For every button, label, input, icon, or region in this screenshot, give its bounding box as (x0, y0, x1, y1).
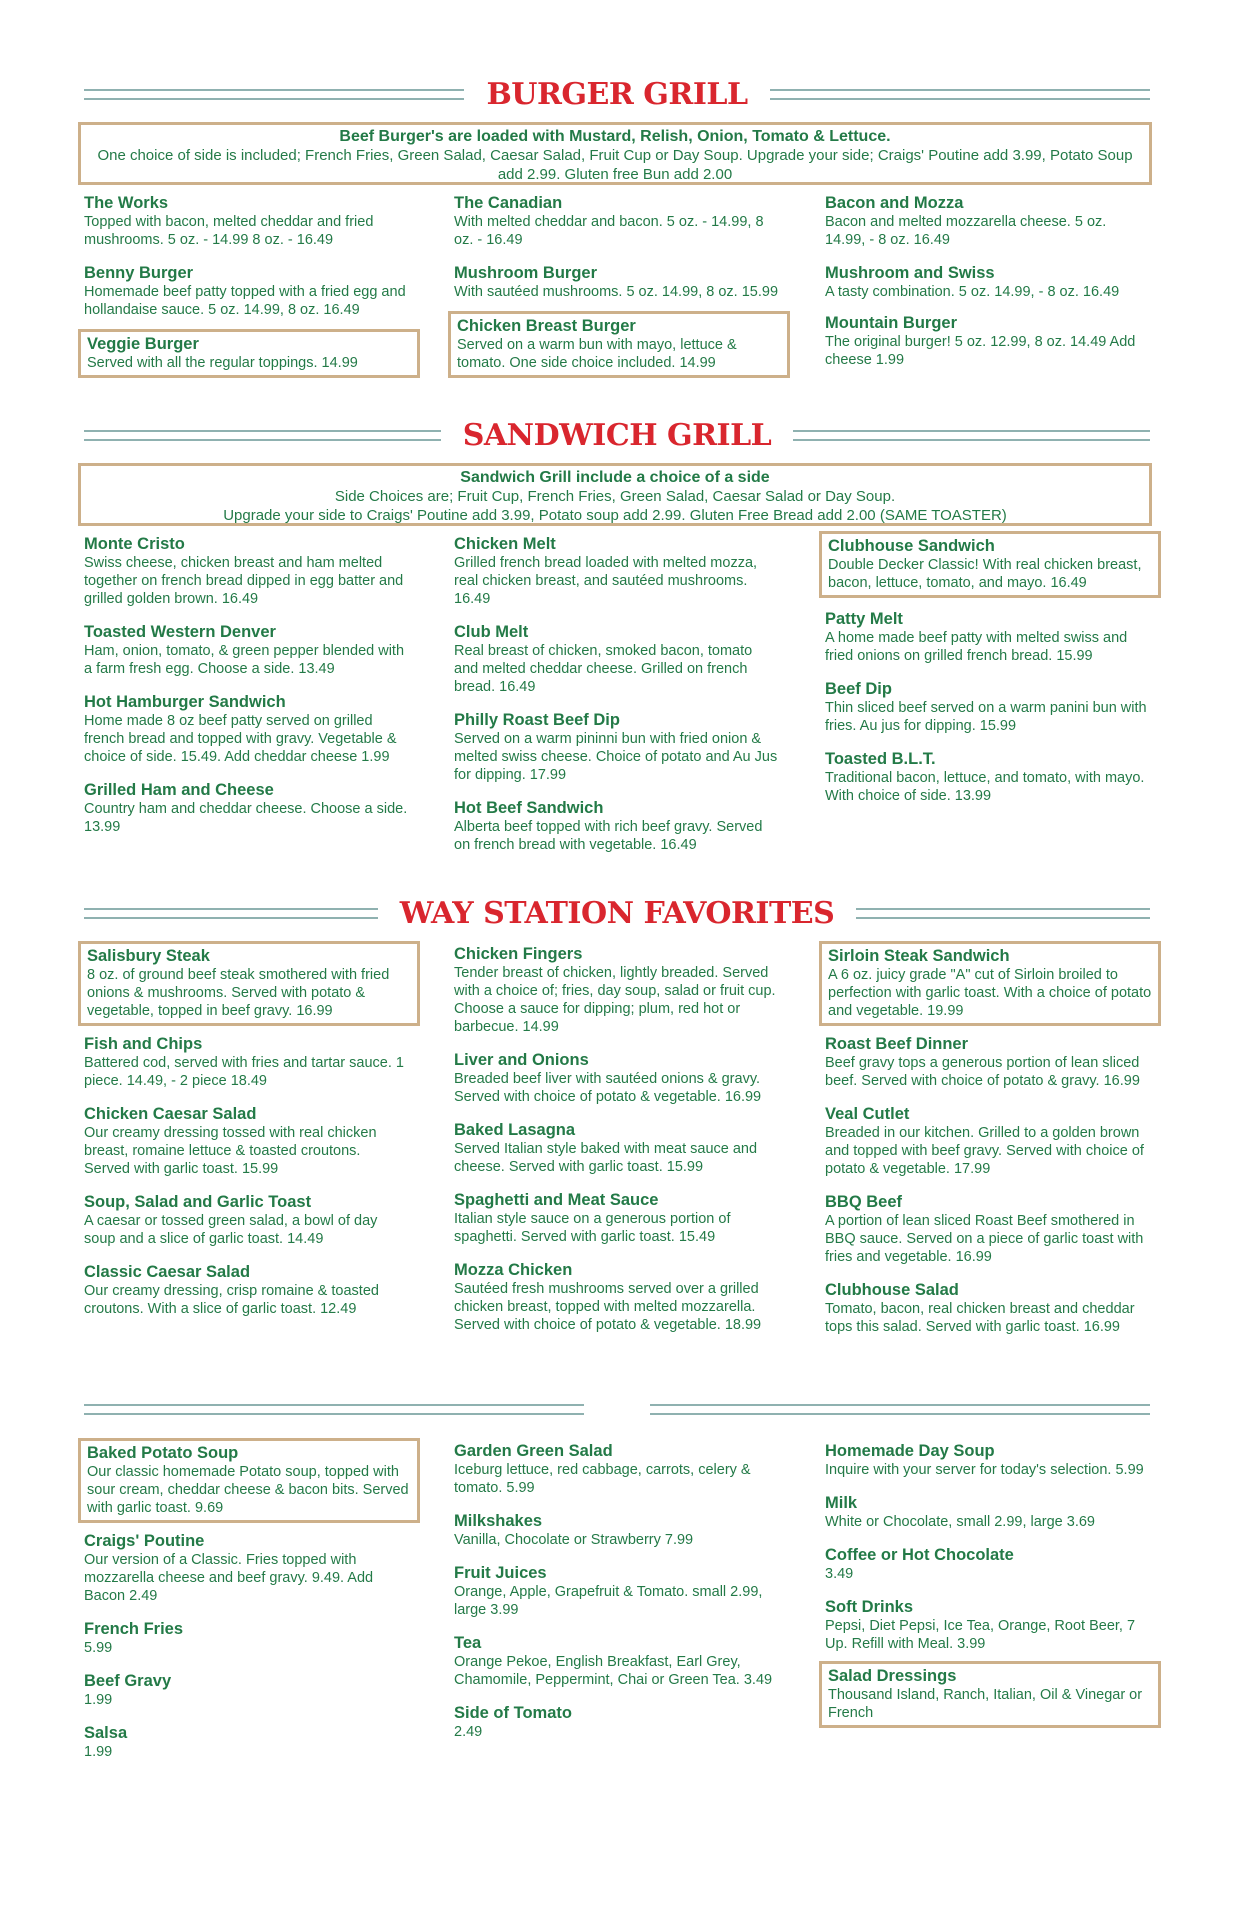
menu-item (454, 1441, 784, 1497)
extras-col-1 (84, 1438, 414, 1775)
item-name: Chicken Breast Burger (457, 317, 636, 335)
double-rule (650, 1404, 1150, 1415)
item-name: Club Melt (454, 623, 529, 641)
item-name: Veggie Burger (87, 335, 199, 353)
item-desc: Traditional bacon, lettuce, and tomato, with mayo. With choice of side. 13.99 (825, 770, 1145, 804)
item-name: Fish and Chips (84, 1035, 203, 1053)
double-rule (856, 908, 1150, 919)
sandwich-col-3 (825, 531, 1155, 819)
item-desc: Real breast of chicken, smoked bacon, tomato and melted cheddar cheese. Grilled on french bread. 16.49 (454, 643, 753, 695)
menu-item (825, 1597, 1155, 1653)
double-rule (84, 430, 441, 441)
item-desc: Thousand Island, Ranch, Italian, Oil & Vinegar or French (828, 1687, 1143, 1721)
item-desc: Served on a warm bun with mayo, lettuce & tomato. One side choice included. 14.99 (457, 337, 737, 371)
item-desc: Our creamy dressing, crisp romaine & toasted croutons. With a slice of garlic toast. 12.49 (84, 1283, 379, 1317)
menu-item (825, 1493, 1155, 1531)
extras-col-3 (825, 1441, 1155, 1742)
item-desc: Iceburg lettuce, red cabbage, carrots, celery & tomato. 5.99 (454, 1462, 751, 1496)
item-name: Beef Dip (825, 680, 892, 698)
item-desc: Our version of a Classic. Fries topped with mozzarella cheese and beef gravy. 9.49. Add Bacon 2.49 (84, 1552, 374, 1604)
item-desc: Breaded in our kitchen. Grilled to a golden brown and topped with beef gravy. Served with choice of potato & vegetable. 17.99 (825, 1125, 1144, 1177)
item-name: The Canadian (454, 194, 563, 212)
notice-text: One choice of side is included; French Fries, Green Salad, Caesar Salad, Fruit Cup or Day Soup. Upgrade your side; Craigs' Poutine add 3.99, Potato Soup add 2.99. Gluten free Bun add 2.00 (97, 147, 1133, 183)
menu-item (825, 609, 1155, 665)
item-desc: Thin sliced beef served on a warm panini bun with fries. Au jus for dipping. 15.99 (825, 700, 1147, 734)
item-desc: A portion of lean sliced Roast Beef smothered in BBQ sauce. Served on a piece of garlic toast with fries and vegetable. 16.99 (825, 1213, 1144, 1265)
section-title: SANDWICH GRILL (462, 418, 772, 453)
menu-item (454, 1633, 784, 1689)
item-desc: Inquire with your server for today's selection. 5.99 (825, 1462, 1144, 1478)
menu-item (454, 534, 784, 608)
menu-item (84, 1619, 414, 1657)
double-rule (84, 908, 378, 919)
notice-line: Side Choices are; Fruit Cup, French Fries, Green Salad, Caesar Salad or Day Soup. (334, 488, 896, 505)
item-name: Mushroom and Swiss (825, 264, 995, 282)
item-name: Tea (454, 1634, 482, 1652)
menu-item (84, 1262, 414, 1318)
notice-title: Sandwich Grill include a choice of a side (460, 469, 770, 486)
item-name: Sirloin Steak Sandwich (828, 947, 1010, 965)
item-name: Bacon and Mozza (825, 194, 964, 212)
menu-item (454, 1260, 784, 1334)
item-desc: Served Italian style baked with meat sauce and cheese. Served with garlic toast. 15.99 (454, 1141, 758, 1175)
burger-grill-header (84, 77, 1150, 112)
item-desc: Grilled french bread loaded with melted mozza, real chicken breast, and sautéed mushrooms. 16.49 (454, 555, 758, 607)
menu-item-featured (448, 311, 790, 378)
item-name: Clubhouse Salad (825, 1281, 959, 1299)
item-desc: Tomato, bacon, real chicken breast and cheddar tops this salad. Served with garlic toast. 16.99 (825, 1301, 1135, 1335)
item-name: Philly Roast Beef Dip (454, 711, 620, 729)
item-name: Liver and Onions (454, 1051, 589, 1069)
item-name: Salsa (84, 1724, 128, 1742)
item-name: The Works (84, 194, 169, 212)
menu-item (825, 1441, 1155, 1479)
item-desc: 1.99 (84, 1744, 113, 1760)
menu-item (454, 710, 784, 784)
item-name: Classic Caesar Salad (84, 1263, 251, 1281)
item-name: BBQ Beef (825, 1193, 903, 1211)
sandwich-col-1 (84, 534, 414, 850)
menu-item-featured (819, 531, 1161, 598)
menu-item (825, 679, 1155, 735)
menu-item (825, 1034, 1155, 1090)
item-name: Craigs' Poutine (84, 1532, 205, 1550)
item-desc: A home made beef patty with melted swiss and fried onions on grilled french bread. 15.99 (825, 630, 1128, 664)
menu-item (84, 622, 414, 678)
item-desc: Orange, Apple, Grapefruit & Tomato. small 2.99, large 3.99 (454, 1584, 763, 1618)
item-name: Hot Hamburger Sandwich (84, 693, 286, 711)
menu-item (454, 1703, 784, 1741)
menu-item (825, 263, 1155, 301)
menu-item (454, 1050, 784, 1106)
menu-item (825, 193, 1155, 249)
menu-item (454, 1120, 784, 1176)
menu-item (825, 1104, 1155, 1178)
item-name: Soup, Salad and Garlic Toast (84, 1193, 312, 1211)
item-name: Beef Gravy (84, 1672, 172, 1690)
item-name: Grilled Ham and Cheese (84, 781, 274, 799)
item-name: Spaghetti and Meat Sauce (454, 1191, 659, 1209)
section-title: BURGER GRILL (486, 77, 748, 112)
double-rule (770, 89, 1150, 100)
item-desc: Beef gravy tops a generous portion of lean sliced beef. Served with choice of potato & gravy. 16.99 (825, 1055, 1140, 1089)
item-name: Salisbury Steak (87, 947, 210, 965)
item-name: Fruit Juices (454, 1564, 547, 1582)
item-desc: Our creamy dressing tossed with real chicken breast, romaine lettuce & toasted croutons. Served with garlic toast. 15.99 (84, 1125, 377, 1177)
menu-item (84, 1531, 414, 1605)
item-desc: A 6 oz. juicy grade "A" cut of Sirloin broiled to perfection with garlic toast. With a choice of potato and vegetable. 19.99 (828, 967, 1152, 1019)
item-desc: Alberta beef topped with rich beef gravy. Served on french bread with vegetable. 16.49 (454, 819, 763, 853)
item-name: Mountain Burger (825, 314, 957, 332)
menu-item-featured (819, 941, 1161, 1026)
item-desc: Swiss cheese, chicken breast and ham melted together on french bread dipped in egg batter and grilled golden brown. 16.49 (84, 555, 404, 607)
item-desc: 1.99 (84, 1692, 113, 1708)
item-name: Benny Burger (84, 264, 194, 282)
item-desc: Bacon and melted mozzarella cheese. 5 oz. 14.99, - 8 oz. 16.49 (825, 214, 1107, 248)
item-desc: Pepsi, Diet Pepsi, Ice Tea, Orange, Root Beer, 7 Up. Refill with Meal. 3.99 (825, 1618, 1136, 1652)
menu-item (84, 692, 414, 766)
menu-item (454, 193, 784, 249)
item-name: Coffee or Hot Chocolate (825, 1546, 1014, 1564)
item-name: French Fries (84, 1620, 184, 1638)
menu-item (84, 1671, 414, 1709)
item-name: Garden Green Salad (454, 1442, 613, 1460)
menu-item (84, 263, 414, 319)
menu-item (825, 313, 1155, 369)
double-rule (84, 1404, 584, 1415)
menu-item-featured (78, 941, 420, 1026)
item-name: Toasted Western Denver (84, 623, 276, 641)
burger-notice (78, 122, 1152, 185)
item-desc: Served with all the regular toppings. 14.99 (87, 355, 358, 371)
item-desc: A tasty combination. 5 oz. 14.99, - 8 oz. 16.49 (825, 284, 1120, 300)
favorites-col-2 (454, 944, 784, 1348)
double-rule (793, 430, 1150, 441)
extras-divider (84, 1404, 1150, 1415)
item-name: Milkshakes (454, 1512, 543, 1530)
item-name: Side of Tomato (454, 1704, 572, 1722)
menu-item (825, 749, 1155, 805)
item-desc: Vanilla, Chocolate or Strawberry 7.99 (454, 1532, 694, 1548)
item-desc: Italian style sauce on a generous portion of spaghetti. Served with garlic toast. 15.49 (454, 1211, 731, 1245)
item-name: Mozza Chicken (454, 1261, 573, 1279)
item-name: Soft Drinks (825, 1598, 914, 1616)
item-name: Veal Cutlet (825, 1105, 910, 1123)
item-name: Homemade Day Soup (825, 1442, 995, 1460)
sandwich-grill-header (84, 418, 1150, 453)
menu-item (84, 534, 414, 608)
item-name: Baked Potato Soup (87, 1444, 239, 1462)
item-desc: A caesar or tossed green salad, a bowl of day soup and a slice of garlic toast. 14.49 (84, 1213, 378, 1247)
favorites-header (84, 896, 1150, 931)
item-name: Milk (825, 1494, 858, 1512)
menu-item (84, 1104, 414, 1178)
item-desc: With sautéed mushrooms. 5 oz. 14.99, 8 oz. 15.99 (454, 284, 779, 300)
menu-item (825, 1545, 1155, 1583)
menu-item (84, 780, 414, 836)
menu-item (84, 1034, 414, 1090)
notice-line: Upgrade your side to Craigs' Poutine add 3.99, Potato soup add 2.99. Gluten Free Bread add 2.00 (SAME TOASTER) (223, 507, 1007, 524)
favorites-col-1 (84, 941, 414, 1332)
item-desc: Sautéed fresh mushrooms served over a grilled chicken breast, topped with melted mozzarella. Served with choice of potato & vegetable. 18.99 (454, 1281, 762, 1333)
menu-item-featured (819, 1661, 1161, 1728)
burger-col-3 (825, 193, 1155, 383)
item-name: Roast Beef Dinner (825, 1035, 969, 1053)
menu-item (84, 193, 414, 249)
menu-item-featured (78, 1438, 420, 1523)
menu-item (825, 1280, 1155, 1336)
item-desc: 2.49 (454, 1724, 483, 1740)
item-desc: 3.49 (825, 1566, 854, 1582)
menu-item (454, 798, 784, 854)
notice-title: Beef Burger's are loaded with Mustard, Relish, Onion, Tomato & Lettuce. (339, 128, 891, 145)
section-title: WAY STATION FAVORITES (399, 896, 835, 931)
item-name: Baked Lasagna (454, 1121, 576, 1139)
item-desc: Orange Pekoe, English Breakfast, Earl Grey, Chamomile, Peppermint, Chai or Green Tea. 3.49 (454, 1654, 773, 1688)
item-name: Toasted B.L.T. (825, 750, 936, 768)
item-desc: Served on a warm pininni bun with fried onion & melted swiss cheese. Choice of potato and Au Jus for dipping. 17.99 (454, 731, 778, 783)
item-desc: 5.99 (84, 1640, 113, 1656)
item-name: Salad Dressings (828, 1667, 957, 1685)
extras-col-2 (454, 1441, 784, 1755)
item-name: Hot Beef Sandwich (454, 799, 604, 817)
menu-item (454, 622, 784, 696)
item-desc: Battered cod, served with fries and tartar sauce. 1 piece. 14.49, - 2 piece 18.49 (84, 1055, 404, 1089)
item-desc: Tender breast of chicken, lightly breaded. Served with a choice of; fries, day soup, salad or fruit cup. Choose a sauce for dipping; plum, red hot or barbecue. 14.99 (454, 965, 776, 1035)
item-name: Patty Melt (825, 610, 903, 628)
item-desc: Double Decker Classic! With real chicken breast, bacon, lettuce, tomato, and mayo. 16.49 (828, 557, 1142, 591)
item-name: Chicken Caesar Salad (84, 1105, 257, 1123)
item-desc: 8 oz. of ground beef steak smothered with fried onions & mushrooms. Served with potato & vegetable, topped in beef gravy. 16.99 (87, 967, 390, 1019)
menu-item (454, 263, 784, 301)
sandwich-col-2 (454, 534, 784, 868)
menu-item (454, 1511, 784, 1549)
item-desc: Our classic homemade Potato soup, topped with sour cream, cheddar cheese & bacon bits. Served with garlic toast. 9.69 (87, 1464, 409, 1516)
item-desc: Home made 8 oz beef patty served on grilled french bread and topped with gravy. Vegetable & choice of side. 15.49. Add cheddar cheese 1.99 (84, 713, 397, 765)
menu-item (84, 1723, 414, 1761)
item-name: Monte Cristo (84, 535, 185, 553)
menu-item (454, 1563, 784, 1619)
burger-col-2 (454, 193, 784, 392)
item-name: Chicken Fingers (454, 945, 583, 963)
item-name: Mushroom Burger (454, 264, 598, 282)
favorites-col-3 (825, 941, 1155, 1350)
item-desc: Country ham and cheddar cheese. Choose a side. 13.99 (84, 801, 408, 835)
burger-col-1 (84, 193, 414, 392)
item-name: Chicken Melt (454, 535, 556, 553)
item-name: Clubhouse Sandwich (828, 537, 995, 555)
double-rule (84, 89, 464, 100)
menu-item (825, 1192, 1155, 1266)
menu-item (454, 1190, 784, 1246)
item-desc: Ham, onion, tomato, & green pepper blended with a farm fresh egg. Choose a side. 13.49 (84, 643, 405, 677)
sandwich-notice (78, 463, 1152, 526)
item-desc: The original burger! 5 oz. 12.99, 8 oz. 14.49 Add cheese 1.99 (825, 334, 1136, 368)
menu-item (84, 1192, 414, 1248)
menu-item-featured (78, 329, 420, 378)
item-desc: With melted cheddar and bacon. 5 oz. - 14.99, 8 oz. - 16.49 (454, 214, 764, 248)
menu-item (454, 944, 784, 1036)
item-desc: Homemade beef patty topped with a fried egg and hollandaise sauce. 5 oz. 14.99, 8 oz. 16.49 (84, 284, 406, 318)
item-desc: Topped with bacon, melted cheddar and fried mushrooms. 5 oz. - 14.99 8 oz. - 16.49 (84, 214, 374, 248)
item-desc: White or Chocolate, small 2.99, large 3.69 (825, 1514, 1095, 1530)
item-desc: Breaded beef liver with sautéed onions & gravy. Served with choice of potato & vegetable. 16.99 (454, 1071, 762, 1105)
